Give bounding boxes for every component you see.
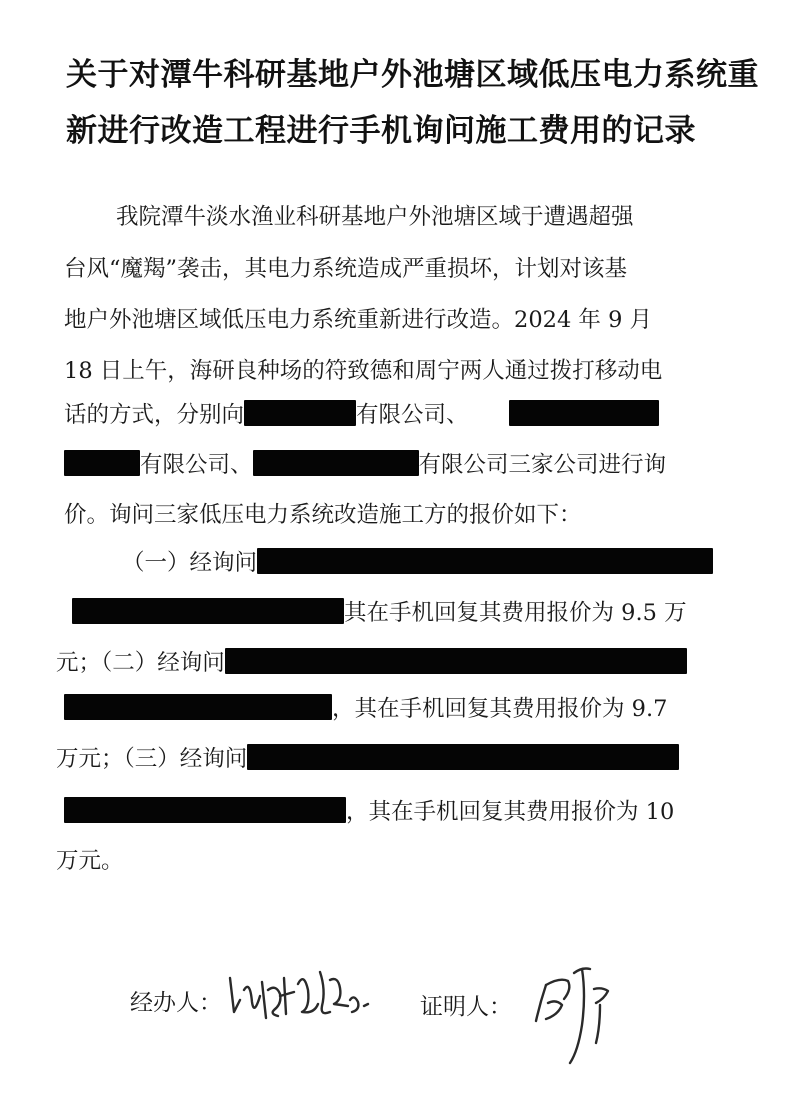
- para1-line-1: 我院潭牛淡水渔业科研基地户外池塘区域于遭遇超强: [116, 204, 634, 230]
- para2-line-5: [56, 744, 679, 774]
- title-line-2: 新进行改造工程进行手机询问施工费用的记录: [66, 113, 696, 149]
- para2-line-5-start: 万元；（三）经询问: [56, 746, 248, 772]
- title-line-1: 关于对潭牛科研基地户外池塘区域低压电力系统重: [66, 57, 759, 93]
- para2-line-4-text: ，其在手机回复其费用报价为 9.7: [332, 696, 668, 722]
- para1-line-5: [64, 400, 659, 430]
- para2-line-2: [72, 598, 687, 628]
- redaction-block: [72, 598, 344, 624]
- witness-label: 证明人：: [420, 994, 512, 1020]
- para1-line-5-mid: 有限公司、: [356, 402, 469, 428]
- witness-signature: [516, 955, 626, 1070]
- redaction-block: [244, 400, 356, 426]
- redaction-block: [247, 744, 679, 770]
- para1-line-3: 地户外池塘区域低压电力系统重新进行改造。2024 年 9 月: [64, 307, 653, 333]
- para2-line-1: [122, 548, 713, 578]
- para1-line-2: 台风“魔羯”袭击，其电力系统造成严重损坏，计划对该基: [64, 256, 628, 282]
- para1-line-6: [64, 450, 666, 480]
- para2-line-1-start: （一）经询问: [122, 550, 258, 576]
- para1-line-6-end: 有限公司三家公司进行询: [418, 452, 667, 478]
- redaction-block: [64, 450, 140, 476]
- para1-line-7: 价。询问三家低压电力系统改造施工方的报价如下：: [64, 502, 582, 528]
- para2-line-7: 万元。: [56, 848, 124, 874]
- para1-line-5-start: 话的方式，分别向: [64, 402, 245, 428]
- document-title: [66, 47, 766, 159]
- para2-line-6-text: ，其在手机回复其费用报价为 10: [346, 799, 675, 825]
- handler-label: 经办人：: [130, 990, 222, 1016]
- handler-signature: [222, 960, 382, 1030]
- para2-line-3-start: 元；（二）经询问: [56, 650, 225, 676]
- para1-line-6-mid: 有限公司、: [140, 452, 253, 478]
- para2-line-6: [64, 797, 674, 827]
- redaction-block: [509, 400, 659, 426]
- redaction-block: [257, 548, 713, 574]
- para1-line-4: 18 日上午，海研良种场的符致德和周宁两人通过拨打移动电: [64, 358, 663, 384]
- redaction-block: [64, 797, 346, 823]
- para2-line-2-text: 其在手机回复其费用报价为 9.5 万: [344, 600, 687, 626]
- para2-line-3: [56, 648, 687, 678]
- redaction-block: [253, 450, 419, 476]
- para2-line-4: [64, 694, 667, 724]
- redaction-block: [225, 648, 687, 674]
- redaction-block: [64, 694, 332, 720]
